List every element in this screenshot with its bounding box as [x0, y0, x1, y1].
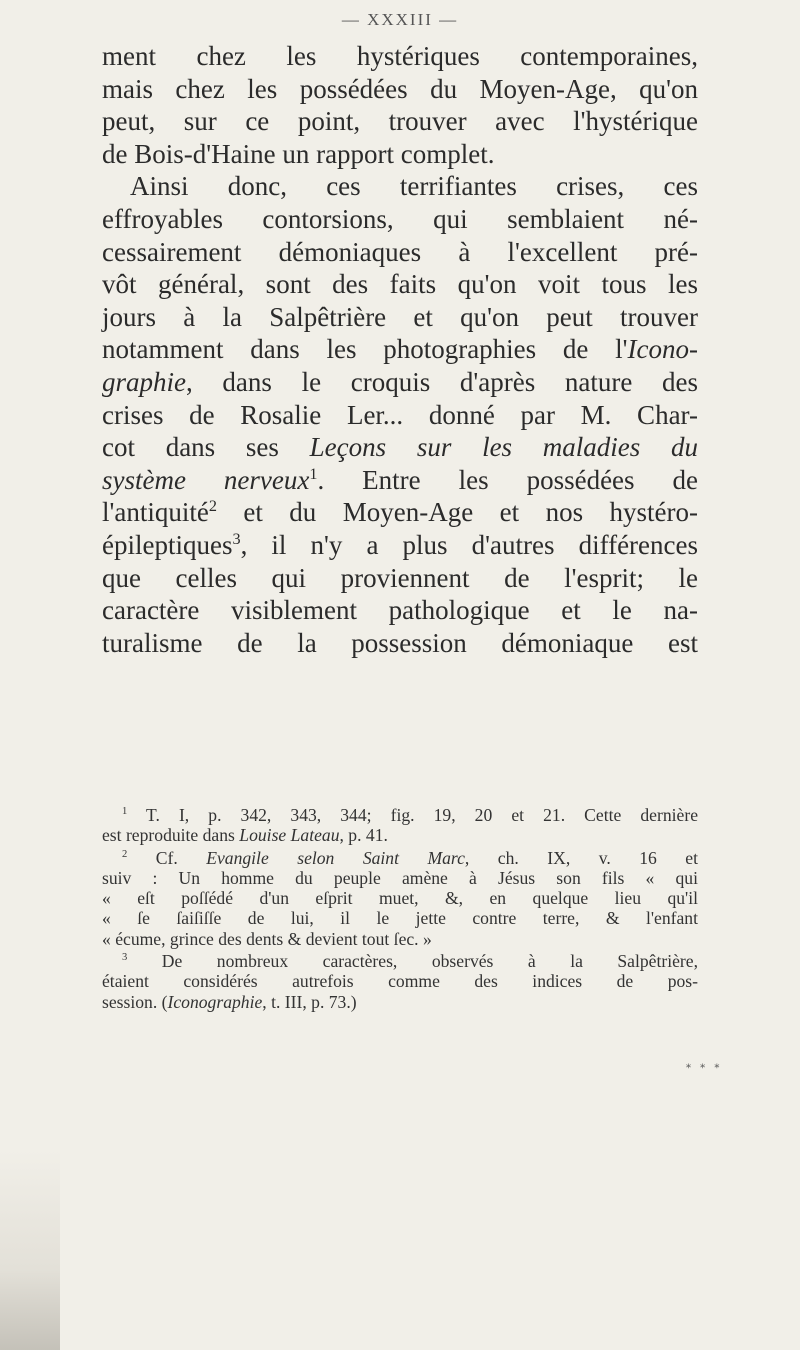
footnote-3	[102, 951, 698, 971]
text-line	[102, 496, 698, 529]
italic-title: Iconographie	[167, 991, 263, 1012]
text-fragment: notamment dans les photographies de l'	[102, 334, 628, 365]
text-line: de Bois-d'Haine un rapport complet.	[102, 138, 495, 169]
text-line	[102, 366, 698, 399]
paragraph-start-line: Ainsi donc, ces terrifiantes crises, ces	[130, 171, 698, 202]
footnote-line: étaient considérés autrefois comme des indices de pos-	[102, 971, 698, 992]
italic-title: Icono-	[627, 334, 698, 365]
footnote-text: De nombreux caractères, observés à la Salpêtrière,	[127, 951, 698, 972]
footnote-2	[102, 848, 698, 868]
page-edge-shadow	[0, 1150, 60, 1350]
footnote-line: « écume, grince des dents & devient tout ſec. »	[102, 928, 432, 949]
text-fragment: , dans le croquis d'après nature des	[186, 366, 698, 397]
footnote-line: « eſt poſſédé d'un eſprit muet, &, en quelque lieu qu'il	[102, 888, 698, 909]
text-line: cessairement démoniaques à l'excellent pré-	[102, 236, 698, 267]
footnote-text: est reproduite dans	[102, 825, 240, 846]
text-line: que celles qui proviennent de l'esprit; le	[102, 562, 698, 593]
text-line: jours à la Salpêtrière et qu'on peut trouver	[102, 301, 698, 332]
footnote-ref: 3	[232, 529, 241, 548]
text-line: turalisme de la possession démoniaque est	[102, 627, 698, 658]
text-line: peut, sur ce point, trouver avec l'hystérique	[102, 106, 698, 137]
text-fragment: épileptiques	[102, 529, 233, 560]
text-line	[102, 529, 698, 562]
footnote-1	[102, 805, 698, 825]
footnote-text: session. (	[102, 991, 168, 1012]
italic-title: graphie	[102, 366, 186, 397]
text-line: vôt général, sont des faits qu'on voit tous les	[102, 269, 698, 300]
running-head-page-number: — XXXIII —	[341, 10, 459, 29]
text-line	[102, 431, 698, 464]
italic-title: système nerveux	[102, 464, 310, 495]
footnote-text: , t. III, p. 73.)	[262, 991, 357, 1012]
text-line: mais chez les possédées du Moyen-Age, qu'on	[102, 73, 698, 104]
signature-mark-ornament: * * *	[686, 1063, 723, 1074]
footnote-text: Cf.	[127, 847, 207, 868]
footnote-text: , ch. IX, v. 16 et	[464, 847, 698, 868]
footnote-line	[102, 992, 698, 1012]
footnote-text: , p. 41.	[339, 825, 388, 846]
text-fragment: . Entre les possédées de	[317, 464, 698, 495]
footnote-mark: 3	[122, 952, 128, 964]
text-line: caractère visiblement pathologique et le na-	[102, 595, 698, 626]
text-fragment: , il n'y a plus d'autres différences	[240, 529, 698, 560]
footnote-line	[102, 825, 698, 845]
italic-title: Evangile selon Saint Marc	[206, 847, 465, 868]
footnote-text: T. I, p. 342, 343, 344; fig. 19, 20 et 21. Cette dernière	[127, 805, 698, 825]
footnote-mark: 2	[122, 848, 128, 860]
text-line	[102, 333, 698, 366]
text-fragment: et du Moyen-Age et nos hystéro-	[216, 497, 698, 528]
text-line: ment chez les hystériques contemporaines,	[102, 41, 698, 71]
footnote-line: suiv : Un homme du peuple amène à Jésus son fils « qui	[102, 867, 698, 888]
text-line: effroyables contorsions, qui semblaient né-	[102, 203, 698, 234]
italic-title: Leçons sur les maladies du	[309, 432, 698, 463]
footnotes	[102, 805, 698, 1012]
footnote-line: « ſe ſaiſiſſe de lui, il le jette contre terre, & l'enfant	[102, 908, 698, 929]
footnote-ref: 1	[309, 464, 318, 483]
text-line: crises de Rosalie Ler... donné par M. Char-	[102, 399, 698, 430]
footnote-ref: 2	[208, 497, 217, 516]
text-fragment: l'antiquité	[102, 497, 209, 528]
footnote-mark: 1	[122, 806, 128, 818]
italic-title: Louise Lateau	[239, 825, 340, 846]
text-line	[102, 464, 698, 497]
text-fragment: cot dans ses	[102, 432, 310, 463]
main-text	[102, 40, 698, 659]
